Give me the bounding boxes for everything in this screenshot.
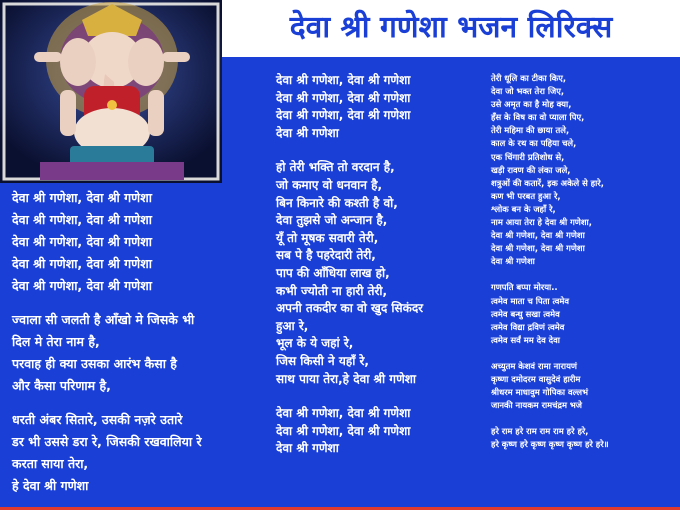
lyric-line: हरे राम हरे राम राम राम हरे हरे, xyxy=(491,426,589,437)
lyric-line: अपनी तकदीर का वो खुद सिकंदर xyxy=(276,301,424,316)
lyric-line: गणपति बप्पा मोरया.. xyxy=(491,282,558,293)
lyric-line: भूल के ये जहां रे, xyxy=(276,336,354,351)
lyric-line: देवा श्री गणेशा, देवा श्री गणेशा xyxy=(276,406,411,421)
lyric-line: साथ पाया तेरा,हे देवा श्री गणेशा xyxy=(276,371,417,386)
lyric-line: कण भी परबत हुआ रे, xyxy=(491,190,561,201)
lyric-line: त्वमेव सर्वं मम देव देवा xyxy=(491,334,560,345)
stanza-gap xyxy=(276,388,423,405)
lyric-line: परवाह ही क्या उसका आरंभ कैसा है xyxy=(12,356,177,371)
lyric-line: शत्रुओं की कतारें, इक अकेले से हारे, xyxy=(491,177,604,188)
lyric-line: देवा श्री गणेशा, देवा श्री गणेशा xyxy=(491,230,585,241)
lyric-line: दिल मे तेरा नाम है, xyxy=(12,334,100,349)
stanza-gap xyxy=(276,142,423,159)
lyric-line: सब पे है पहरेदारी तेरी, xyxy=(276,248,376,263)
lyric-line: बिन किनारे की कश्ती है वो, xyxy=(276,195,398,210)
lyric-line: श्रीधरम माधावुम गोपिका वल्लभं xyxy=(491,387,589,398)
lyric-line: देवा श्री गणेशा xyxy=(276,125,339,140)
lyric-line: देवा श्री गणेशा, देवा श्री गणेशा xyxy=(12,278,152,293)
lyric-line: कृष्णा दमोदरम वासुदेवं हारीम xyxy=(491,373,581,384)
ganesha-illustration xyxy=(0,0,222,183)
stanza-gap xyxy=(12,397,202,409)
lyric-line: हँस के विष का वो प्याला पिए, xyxy=(491,112,585,123)
lyric-line: धरती अंबर सितारे, उसकी नज़रे उतारे xyxy=(12,412,183,427)
stanza-gap xyxy=(12,297,202,309)
lyric-line: तेरी महिमा की छाया तले, xyxy=(491,125,570,136)
lyric-line: तेरी धूलि का टीका किए, xyxy=(491,73,567,83)
lyric-line: और कैसा परिणाम है, xyxy=(12,378,111,393)
stanza-gap xyxy=(491,347,609,360)
lyric-line: खड़ी रावण की लंका जले, xyxy=(491,164,571,175)
lyric-line: देवा श्री गणेशा, देवा श्री गणेशा xyxy=(12,234,152,249)
lyric-line: करता साया तेरा, xyxy=(12,456,89,471)
ganesha-idol-photo xyxy=(0,0,222,183)
lyric-line: त्वमेव माता च पिता त्वमेव xyxy=(491,295,570,306)
lyric-line: यूँ तो मूषक सवारी तेरी, xyxy=(276,230,379,245)
lyric-line: त्वमेव बन्धु सखा त्वमेव xyxy=(491,308,560,319)
stanza-gap xyxy=(491,268,609,281)
lyric-line: हुआ रे, xyxy=(276,318,309,333)
lyric-line: काल के रथ का पहिया चले, xyxy=(491,138,577,149)
lyric-line: कभी ज्योती ना हारी तेरी, xyxy=(276,283,388,298)
title-banner xyxy=(222,0,680,57)
lyric-line: देवा श्री गणेशा xyxy=(491,256,535,267)
lyric-line: देवा जो भक्त तेरा जिए, xyxy=(491,86,565,97)
lyrics-column-left xyxy=(12,187,202,497)
lyric-line: देवा श्री गणेशा, देवा श्री गणेशा xyxy=(276,73,411,87)
lyric-line: अच्युतम केशवं रामा नारायणं xyxy=(491,360,577,371)
lyric-line: हे देवा श्री गणेशा xyxy=(12,478,89,493)
lyric-line: जानकी नायकम रामचंद्रम भजे xyxy=(491,400,582,411)
lyric-line: डर भी उससे डरा रे, जिसकी रखवालिया रे xyxy=(12,434,202,449)
lyric-line: श्लोक बन के जहाँ रे, xyxy=(491,203,556,214)
lyrics-column-right xyxy=(491,72,609,451)
lyric-line: हो तेरी भक्ति तो वरदान है, xyxy=(276,160,395,175)
lyric-line: नाम आया तेरा हे देवा श्री गणेशा, xyxy=(491,217,592,228)
lyric-line: ज्वाला सी जलती है आँखो मे जिसके भी xyxy=(12,312,195,327)
page-title: देवा श्री गणेशा भजन लिरिक्स xyxy=(289,10,613,45)
lyric-line: देवा श्री गणेशा, देवा श्री गणेशा xyxy=(12,256,152,271)
lyric-line: देवा श्री गणेशा xyxy=(276,441,339,456)
lyric-line: जो कमाए वो धनवान है, xyxy=(276,177,383,192)
lyrics-column-middle xyxy=(276,72,423,458)
lyric-line: देवा श्री गणेशा, देवा श्री गणेशा xyxy=(12,190,152,205)
lyric-line: हरे कृष्ण हरे कृष्ण कृष्ण कृष्ण हरे हरे॥ xyxy=(491,439,609,450)
stanza-gap xyxy=(491,412,609,425)
lyric-line: जिस किसी ने यहाँ रे, xyxy=(276,353,369,368)
lyric-line: एक चिंगारी प्रतिशोध से, xyxy=(491,151,565,162)
lyric-line: देवा तुझसे जो अन्जान है, xyxy=(276,213,388,228)
lyric-line: देवा श्री गणेशा, देवा श्री गणेशा xyxy=(276,90,411,105)
lyric-line: देवा श्री गणेशा, देवा श्री गणेशा xyxy=(491,243,585,254)
lyric-line: देवा श्री गणेशा, देवा श्री गणेशा xyxy=(12,212,152,227)
lyric-line: देवा श्री गणेशा, देवा श्री गणेशा xyxy=(276,108,411,123)
lyric-line: त्वमेव विद्या द्रविणं त्वमेव xyxy=(491,321,565,332)
lyric-line: उसे अमृत का है मोह क्या, xyxy=(491,99,572,110)
lyric-line: देवा श्री गणेशा, देवा श्री गणेशा xyxy=(276,423,411,438)
lyric-line: पाप की आँधिया लाख हो, xyxy=(276,265,390,280)
